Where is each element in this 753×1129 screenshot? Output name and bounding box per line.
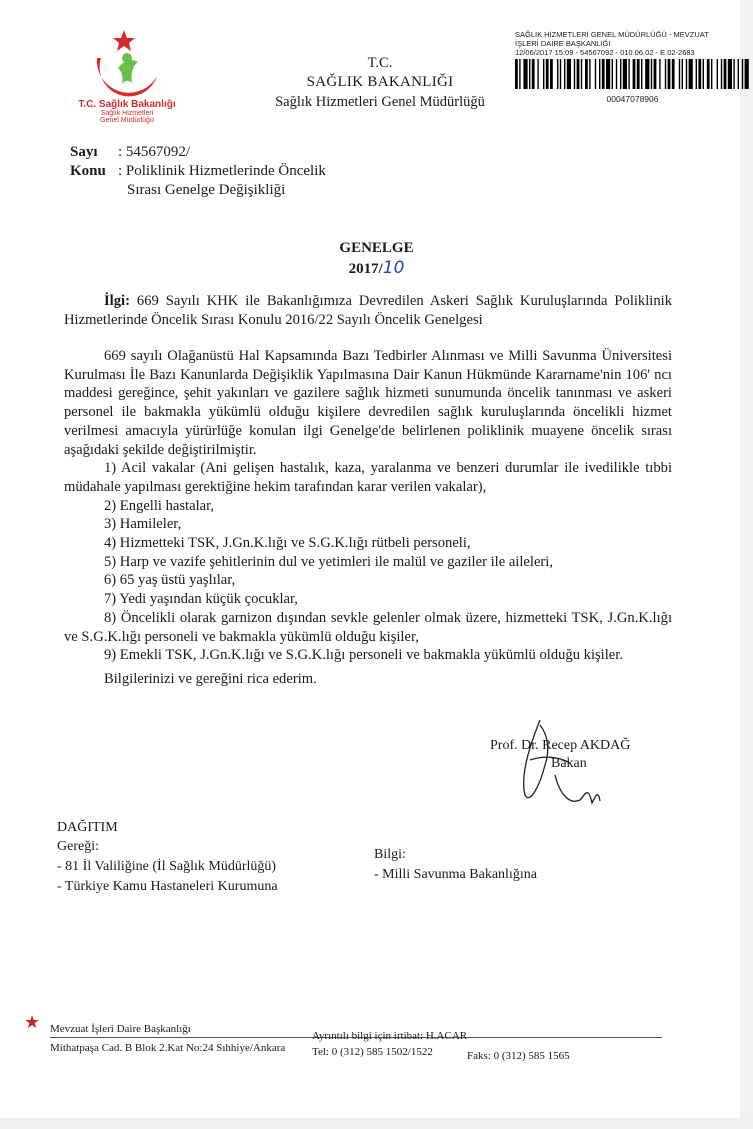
logo-line2: Sağlık Hizmetleri [100, 110, 154, 117]
list-item: 5) Harp ve vazife şehitlerinin dul ve yetimleri ile malül ve gaziler ile aileleri, [104, 553, 553, 570]
barcode-bars [515, 59, 750, 89]
document-title: GENELGE [339, 240, 414, 256]
logo-line1: T.C. Sağlık Bakanlığı [78, 99, 176, 110]
footer-star-icon: ★ [24, 1012, 41, 1032]
geregi-label: Gereği: [57, 839, 99, 854]
sayi-value: : 54567092/ [118, 144, 191, 160]
footer-tel: Tel: 0 (312) 585 1502/1522 [312, 1046, 433, 1058]
logo-line3: Genel Müdürlüğü [100, 117, 154, 124]
list-item: 9) Emekli TSK, J.Gn.K.lığı ve S.G.K.lığı personeli ve bakmakla yükümlü olduğu kişiler. [104, 647, 623, 664]
list-item: 1) Acil vakalar (Ani gelişen hastalık, kaza, yaralanma ve benzeri durumlar ile ivedilikle tıbbi müdahale yapılması gerektiğine hekim tarafından karar verilen vakalar), [64, 460, 672, 495]
barcode-line1: SAĞLIK HİZMETLERİ GENEL MÜDÜRLÜĞÜ - MEVZUAT [515, 30, 709, 39]
header-tc: T.C. [367, 55, 393, 71]
page-right-edge [740, 0, 753, 1129]
document-number-handwritten: 10 [382, 258, 405, 278]
footer-address: Mithatpaşa Cad. B Blok 2.Kat No:24 Sıhhiye/Ankara [50, 1042, 286, 1054]
ilgi-paragraph [64, 292, 672, 329]
intro-paragraph: 669 sayılı Olağanüstü Hal Kapsamında Bazı Tedbirler Alınması ve Milli Savunma Üniversitesi Kurulması İle Bazı Kanunlarda Değişiklik Yapılmasına Dair Kanun Hükmünde Kararname'nin 106' ncı maddesi gereğince, şehit yakınları ve gazilere sağlık hizmeti sunumunda öncelik tanınması ve askeri personel ile bakmakla yükümlü olduğu kişilere devredilen sağlık kuruluşlarında öncelikli hizmet verilmesi amacıyla yürürlüğe konulan ilgi Genelge'de belirlenen poliklinik muayene öncelik sırası aşağıdaki şekilde değiştirilmiştir. [64, 348, 672, 458]
signatory-role: Bakan [551, 756, 587, 771]
ilgi-text: 669 Sayılı KHK ile Bakanlığımıza Devredilen Askeri Sağlık Kuruluşlarında Poliklinik Hizmetlerinde Öncelik Sırası Konulu 2016/22 Sayılı Öncelik Genelgesi [64, 293, 672, 328]
signatory-name: Prof. Dr. Recep AKDAĞ [490, 738, 631, 753]
ilgi-label: İlgi: [104, 293, 130, 309]
document-number-prefix: 2017/ [348, 261, 383, 277]
footer-fax: Faks: 0 (312) 585 1565 [467, 1050, 570, 1062]
barcode-number: 00047078906 [606, 94, 659, 104]
header-ministry: SAĞLIK BAKANLIĞI [306, 74, 454, 90]
body-text [64, 347, 672, 689]
barcode-line2: İŞLERİ DAİRE BAŞKANLIĞI [515, 39, 611, 48]
footer-dept: Mevzuat İşleri Daire Başkanlığı [50, 1023, 191, 1035]
header-directorate: Sağlık Hizmetleri Genel Müdürlüğü [275, 94, 485, 110]
closing-sentence: Bilgilerinizi ve gereğini rica ederim. [104, 670, 317, 687]
list-item: 3) Hamileler, [104, 516, 182, 533]
list-item: 4) Hizmetteki TSK, J.Gn.K.lığı ve S.G.K.lığı rütbeli personeli, [104, 535, 471, 552]
page-bottom-edge [0, 1118, 753, 1129]
logo-star-icon [113, 30, 135, 51]
handwritten-signature [500, 715, 610, 810]
list-item: 6) 65 yaş üstü yaşlılar, [104, 572, 236, 589]
konu-value-line1: : Poliklinik Hizmetlerinde Öncelik [118, 163, 326, 179]
document-number [0, 258, 753, 278]
logo-text [72, 100, 182, 124]
konu-value-line2: Sırası Genelge Değişikliği [127, 182, 286, 198]
konu-label: Konu [70, 163, 106, 179]
list-item: 8) Öncelikli olarak garnizon dışından sevkle gelenler olmak üzere, hizmetteki TSK, J.Gn.K.lığı ve S.G.K.lığı personeli ve bakmakla yükümlü olduğu kişiler, [64, 609, 672, 645]
barcode-line3: 12/06/2017 15:09 - 54567092 - 010.06.02 - E.02-2683 [515, 48, 695, 57]
distribution-heading: DAĞITIM [57, 820, 118, 835]
footer-contact: Ayrıntılı bilgi için irtibat: H.ACAR [312, 1030, 468, 1042]
list-item: 7) Yedi yaşından küçük çocuklar, [104, 591, 298, 608]
list-item: 2) Engelli hastalar, [104, 497, 215, 514]
geregi-item: - Türkiye Kamu Hastaneleri Kurumuna [57, 879, 278, 894]
document-barcode [515, 30, 750, 104]
bilgi-label: Bilgi: [374, 847, 406, 862]
sayi-label: Sayı [70, 144, 98, 160]
geregi-item: - 81 İl Valiliğine (İl Sağlık Müdürlüğü) [57, 859, 277, 874]
bilgi-item: - Milli Savunma Bakanlığına [374, 867, 537, 882]
